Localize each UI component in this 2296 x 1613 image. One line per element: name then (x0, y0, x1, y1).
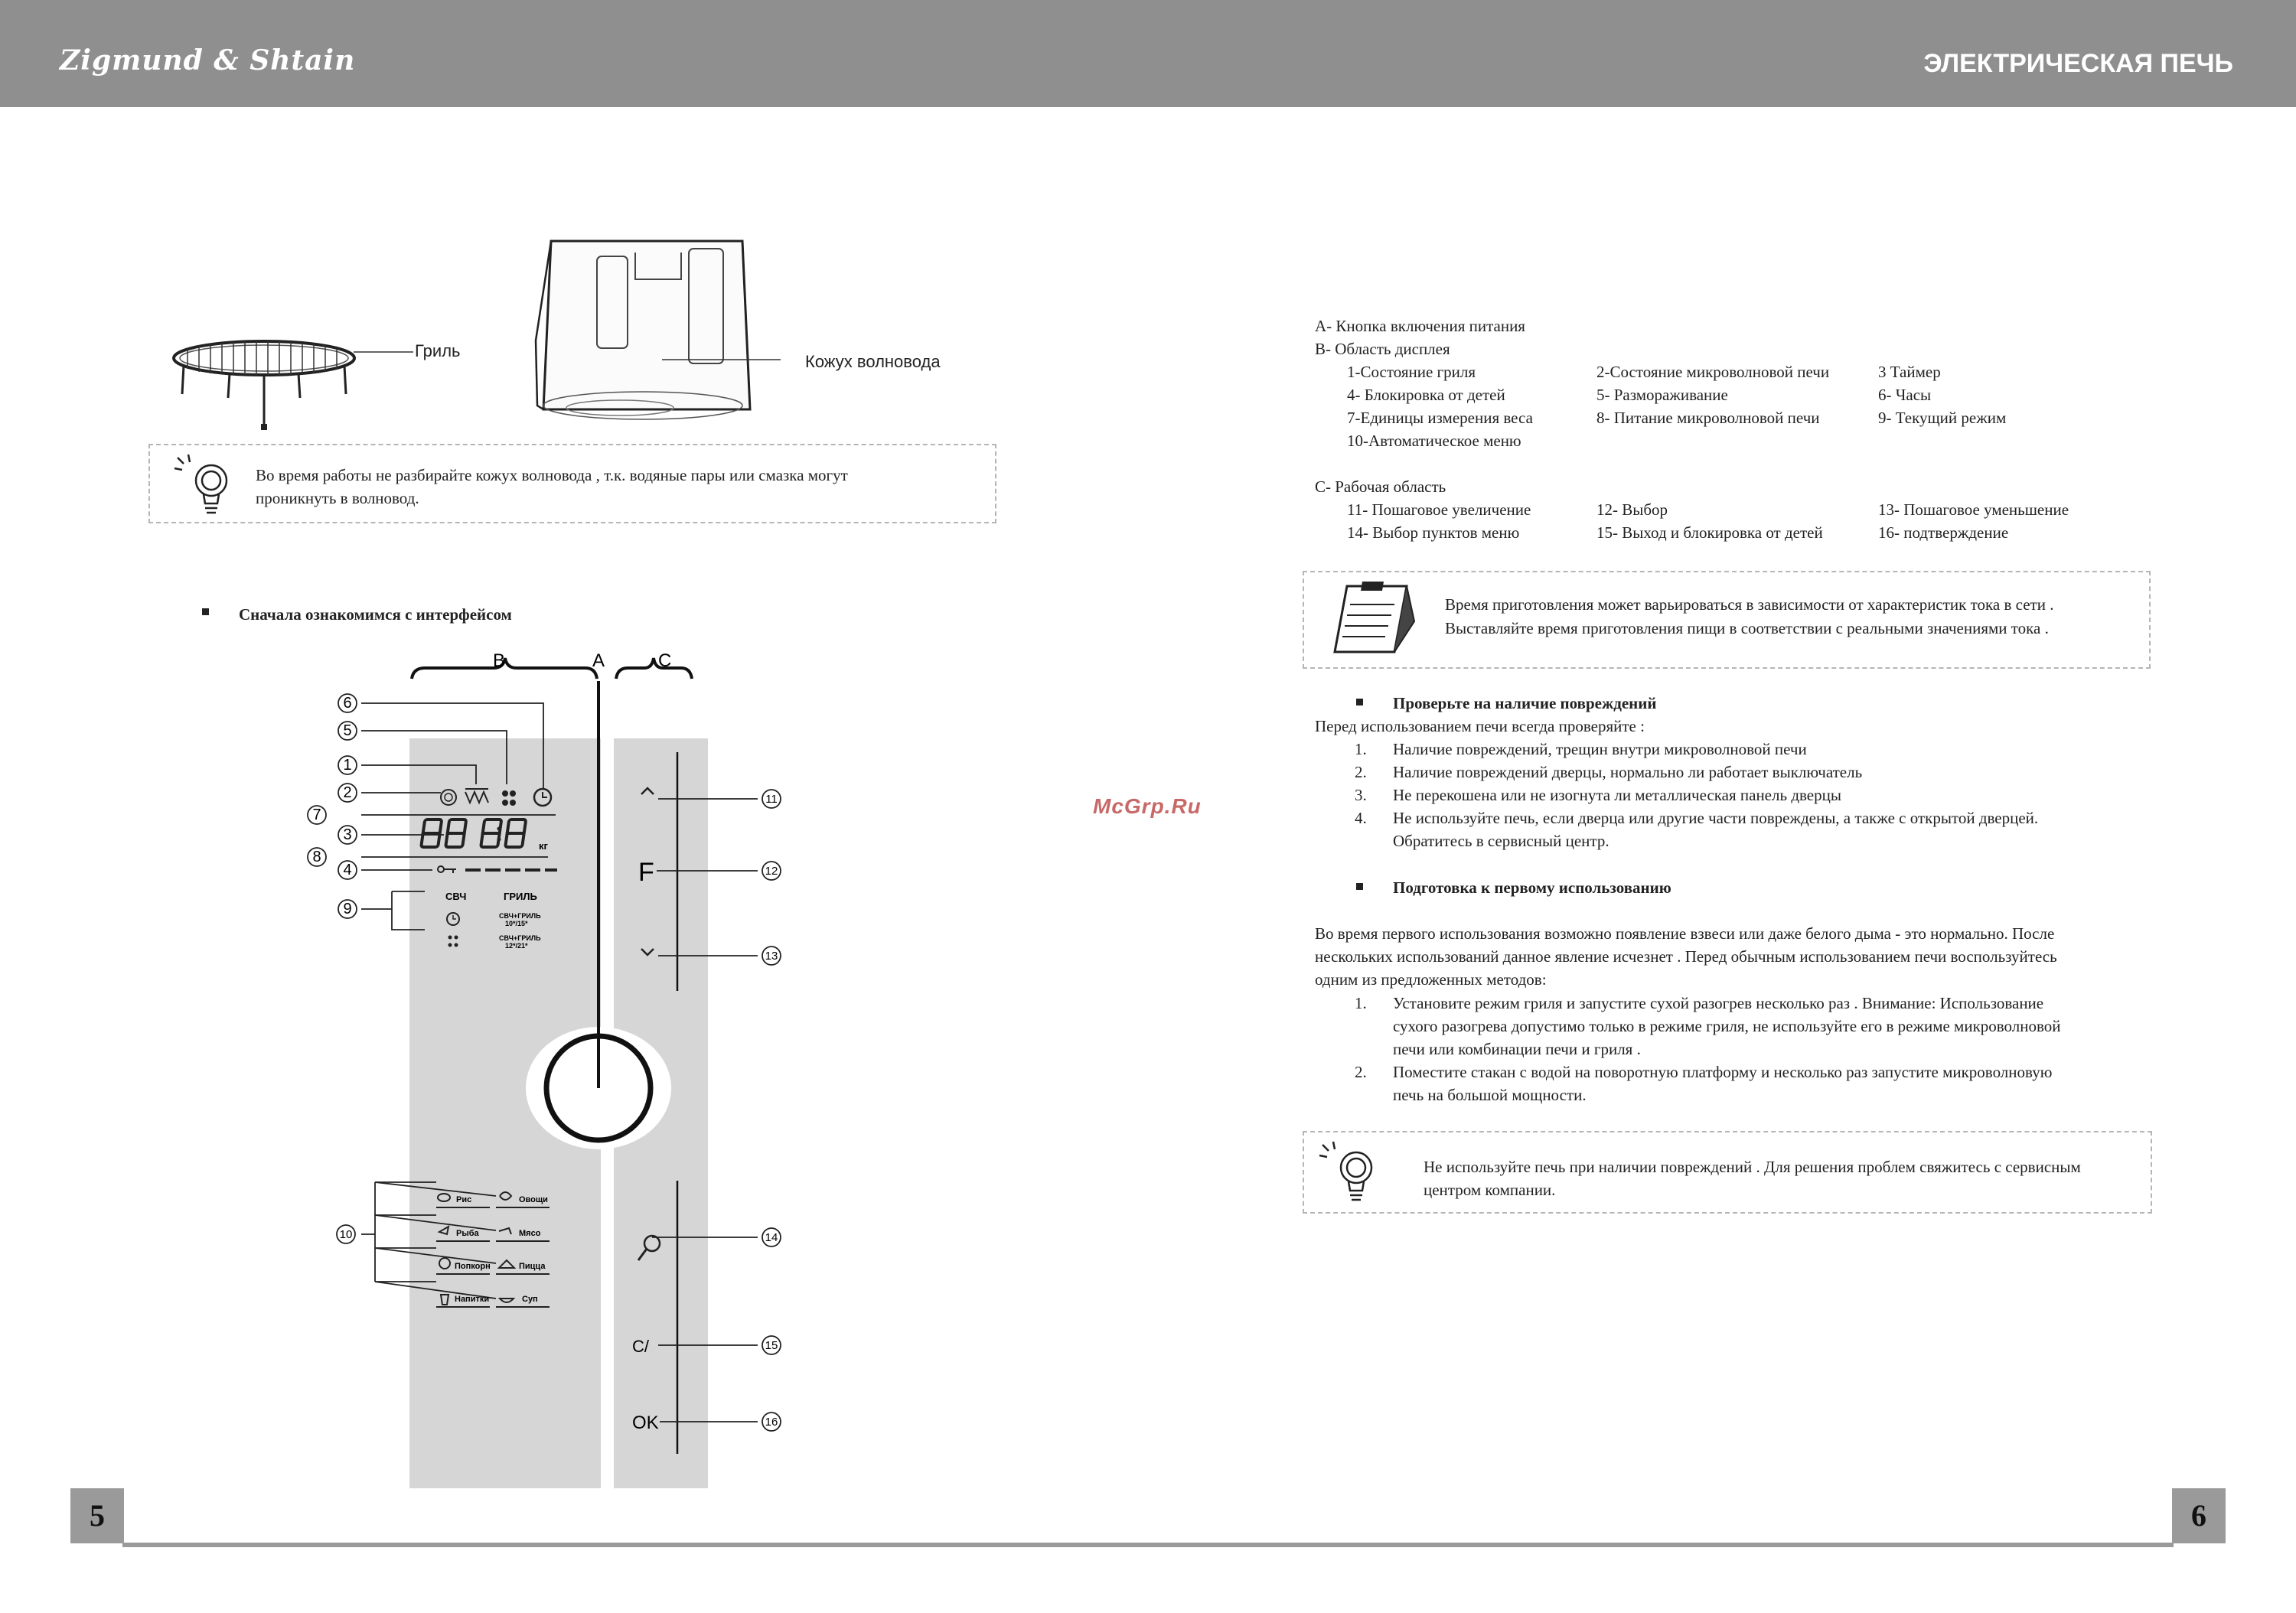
legend-b-item: 3 Таймер (1878, 363, 1941, 381)
legend-b-item: 5- Размораживание (1596, 386, 1728, 404)
legend-c-item: 15- Выход и блокировка от детей (1596, 523, 1823, 542)
zone-a-label: A (592, 650, 605, 671)
legend-b-item: 9- Текущий режим (1878, 409, 2007, 427)
check-item-number: 1. (1355, 740, 1367, 758)
cancel-childlock-button[interactable]: C/ (632, 1337, 649, 1356)
lightbulb-icon (1316, 1140, 1385, 1204)
mode-combo2-line1: СВЧ+ГРИЛЬ (499, 934, 541, 942)
callout-4: 4 (343, 862, 352, 878)
bullet-marker (1356, 883, 1363, 890)
menu-item-fish[interactable]: Рыба (456, 1229, 479, 1238)
document-title: ЭЛЕКТРИЧЕСКАЯ ПЕЧЬ (1923, 49, 2233, 78)
legend-c-item: 14- Выбор пунктов меню (1347, 523, 1520, 542)
interface-section-title: Сначала ознакомимся с интерфейсом (239, 605, 512, 624)
footer-rule (122, 1543, 2174, 1547)
zone-c-label: C (658, 650, 672, 671)
legend-b-item: 2-Состояние микроволновой печи (1596, 363, 1830, 381)
menu-item-popcorn[interactable]: Попкорн (455, 1262, 491, 1271)
callout-14: 14 (765, 1231, 778, 1244)
callout-12: 12 (765, 865, 778, 878)
callout-11: 11 (765, 793, 778, 806)
note2-line2: центром компании. (1424, 1181, 1556, 1199)
warning-text-line2: проникнуть в волновод. (256, 489, 419, 507)
callout-13: 13 (765, 950, 778, 963)
legend-b-item: 6- Часы (1878, 386, 1932, 404)
first-use-title: Подготовка к первому использованию (1393, 878, 1671, 897)
watermark-text: McGrp.Ru (1093, 794, 1202, 818)
mode-combo1-line1: СВЧ+ГРИЛЬ (499, 912, 541, 920)
menu-item-soup[interactable]: Суп (522, 1295, 538, 1304)
menu-item-vegetables[interactable]: Овощи (519, 1195, 548, 1204)
mode-combo1-line2: 10*/15* (505, 920, 528, 927)
note2-line1: Не используйте печь при наличии повреждений . Для решения проблем свяжитесь с сервисным (1424, 1158, 2081, 1176)
callout-2: 2 (343, 784, 352, 801)
legend-c-item: 16- подтверждение (1878, 523, 2009, 542)
legend-b-item: 4- Блокировка от детей (1347, 386, 1505, 404)
check-item-text: Наличие повреждений, трещин внутри микроволновой печи (1393, 740, 1807, 758)
legend-b-item: 7-Единицы измерения веса (1347, 409, 1533, 427)
first-use-item-number: 1. (1355, 994, 1367, 1012)
check-item-continuation: Обратитесь в сервисный центр. (1393, 832, 1609, 850)
note1-line1: Время приготовления может варьироваться в зависимости от характеристик тока в сети . (1445, 595, 2054, 614)
control-panel-diagram (298, 647, 819, 1496)
menu-item-meat[interactable]: Мясо (519, 1229, 541, 1238)
first-use-paragraph: нескольких использований данное явление исчезнет . Перед обычным использованием печи воспользуйтесь (1315, 947, 2057, 966)
mode-grill-label: ГРИЛЬ (504, 891, 537, 902)
zone-b-label: B (493, 650, 506, 671)
legend-b-item: 8- Питание микроволновой печи (1596, 409, 1820, 427)
first-use-paragraph: Во время первого использования возможно появление взвеси или даже белого дыма - это нормально. После (1315, 924, 2055, 943)
callout-5: 5 (343, 722, 352, 739)
first-use-item-text: печи или комбинации печи и гриля . (1393, 1040, 1641, 1058)
callout-3: 3 (343, 826, 352, 843)
waveguide-cover-illustration (528, 233, 781, 429)
clipboard-icon (1324, 575, 1424, 661)
menu-item-pizza[interactable]: Пицца (519, 1262, 546, 1271)
mode-combo2-line2: 12*/21* (505, 942, 528, 950)
legend-c-item: 11- Пошаговое увеличение (1347, 500, 1531, 519)
legend-c-item: 13- Пошаговое уменьшение (1878, 500, 2069, 519)
check-item-number: 4. (1355, 809, 1367, 827)
callout-16: 16 (765, 1416, 778, 1429)
callout-15: 15 (765, 1339, 778, 1352)
mode-microwave-label: СВЧ (445, 891, 467, 902)
legend-b-item: 10-Автоматическое меню (1347, 432, 1521, 450)
brand-logo: Zigmund & Shtain (60, 44, 356, 77)
legend-a: A- Кнопка включения питания (1315, 317, 1525, 335)
check-item-number: 2. (1355, 763, 1367, 781)
legend-b: B- Область дисплея (1315, 340, 1450, 358)
legend-c: C- Рабочая область (1315, 477, 1446, 496)
select-f-button[interactable]: F (638, 858, 654, 887)
page-number-right: 6 (2172, 1488, 2226, 1543)
lightbulb-icon (171, 453, 240, 517)
first-use-item-number: 2. (1355, 1063, 1367, 1081)
page-number-left: 5 (70, 1488, 124, 1543)
waveguide-label: Кожух волновода (805, 352, 941, 371)
menu-item-drinks[interactable]: Напитки (455, 1295, 490, 1304)
callout-10: 10 (339, 1228, 353, 1241)
first-use-item-text: сухого разогрева допустимо только в режиме гриля, не используйте его в режиме микроволновой (1393, 1017, 2061, 1035)
callout-8: 8 (312, 849, 321, 865)
check-item-text: Не используйте печь, если дверца или другие части повреждены, а также с открытой дверцей. (1393, 809, 2039, 827)
menu-item-rice[interactable]: Рис (456, 1195, 472, 1204)
callout-7: 7 (312, 806, 321, 823)
damage-check-intro: Перед использованием печи всегда проверяйте : (1315, 717, 1645, 735)
weight-unit-label: кг (539, 840, 548, 852)
callout-9: 9 (343, 901, 352, 917)
check-item-text: Наличие повреждений дверцы, нормально ли работает выключатель (1393, 763, 1863, 781)
callout-6: 6 (343, 695, 352, 712)
bullet-marker (1356, 699, 1363, 705)
grill-label: Гриль (415, 341, 461, 360)
first-use-item-text: печь на большой мощности. (1393, 1086, 1587, 1104)
first-use-paragraph: одним из предложенных методов: (1315, 970, 1547, 989)
legend-b-item: 1-Состояние гриля (1347, 363, 1476, 381)
damage-check-title: Проверьте на наличие повреждений (1393, 694, 1657, 712)
warning-text-line1: Во время работы не разбирайте кожух волновода , т.к. водяные пары или смазка могут (256, 466, 848, 484)
ok-confirm-button[interactable]: OK (632, 1413, 659, 1433)
note1-line2: Выставляйте время приготовления пищи в соответствии с реальными значениями тока . (1445, 619, 2049, 637)
legend-c-item: 12- Выбор (1596, 500, 1668, 519)
first-use-item-text: Поместите стакан с водой на поворотную платформу и несколько раз запустите микроволновую (1393, 1063, 2053, 1081)
bullet-marker (202, 608, 209, 615)
check-item-text: Не перекошена или не изогнута ли металлическая панель дверцы (1393, 786, 1841, 804)
callout-1: 1 (343, 757, 352, 774)
check-item-number: 3. (1355, 786, 1367, 804)
first-use-item-text: Установите режим гриля и запустите сухой разогрев несколько раз . Внимание: Использование (1393, 994, 2044, 1012)
